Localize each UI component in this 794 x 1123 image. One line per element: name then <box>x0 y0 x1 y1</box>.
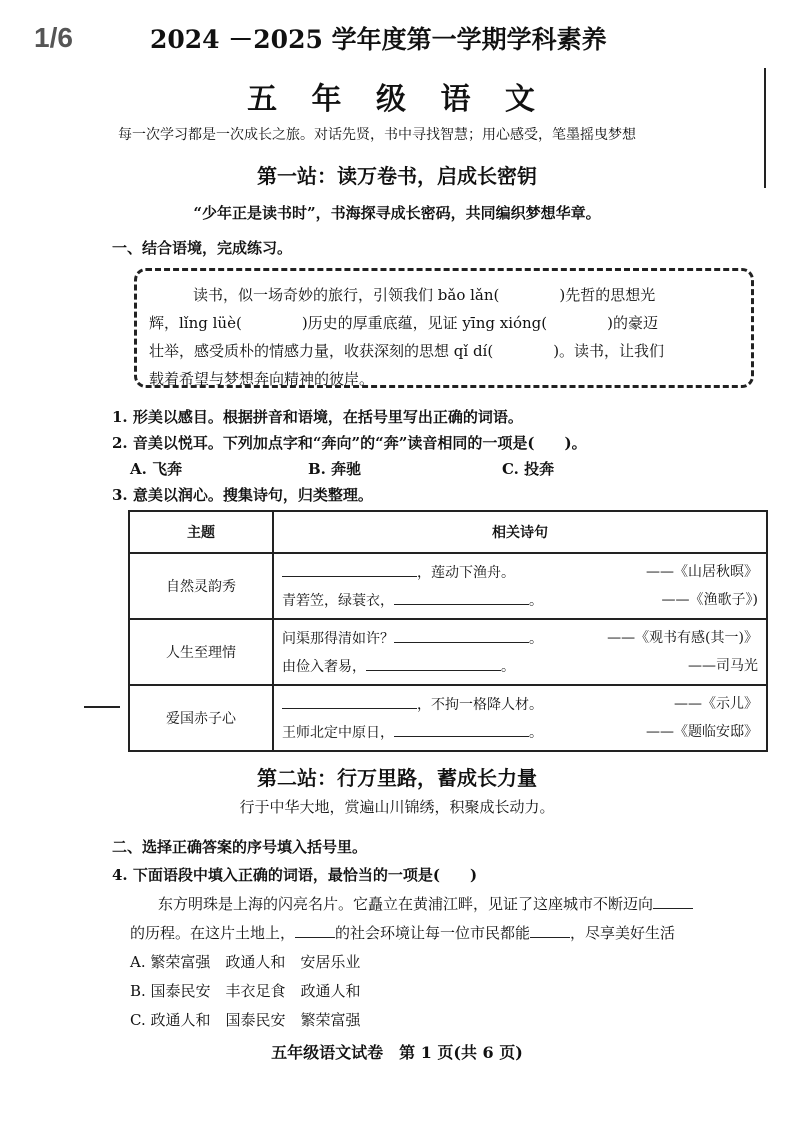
poem-source: ——《渔歌子》) <box>661 592 758 608</box>
header-poems: 相关诗句 <box>273 511 767 553</box>
passage-line: 载着希望与梦想奔向精神的彼岸。 <box>149 370 375 388</box>
exam-subject: 五 年 级 语 文 <box>247 82 547 117</box>
poem-line: 由俭入奢易， 。 ——司马光 <box>282 652 758 680</box>
table-header-row <box>129 511 767 553</box>
exam-title: 2024 －2025 学年度第一学期学科素养 <box>150 25 607 54</box>
poem-cell <box>273 619 767 685</box>
poem-cell <box>273 685 767 751</box>
table-row <box>129 685 767 751</box>
passage-line: 读书，似一场奇妙的旅行，引领我们 bǎo lǎn( )先哲的思想光 <box>193 286 656 304</box>
poem-line: 王师北定中原日， 。 ——《题临安邸》 <box>282 718 758 746</box>
poem-line: ，莲动下渔舟。 ——《山居秋暝》 <box>282 558 758 586</box>
q2-option-c[interactable]: C. 投奔 <box>502 460 555 478</box>
poem-line: ，不拘一格降人材。 ——《示儿》 <box>282 690 758 718</box>
passage-line: 辉，lǐng lüè( )历史的厚重底蕴，见证 yīng xióng( )的豪迈 <box>149 314 658 332</box>
theme-cell: 自然灵韵秀 <box>129 553 273 619</box>
question-1: 1. 形美以感目。根据拼音和语境，在括号里写出正确的词语。 <box>112 408 523 426</box>
poem-source: ——《示儿》 <box>674 696 758 712</box>
answer-blank[interactable] <box>530 919 570 938</box>
question-4: 4. 下面语段中填入正确的词语，最恰当的一项是( ) <box>112 866 478 884</box>
section2-heading: 二、选择正确答案的序号填入括号里。 <box>112 838 368 856</box>
poem-source: ——司马光 <box>688 658 758 674</box>
q4-passage-line1: 东方明珠是上海的闪亮名片。它矗立在黄浦江畔，见证了这座城市不断迈向 <box>158 895 654 913</box>
answer-blank[interactable] <box>282 558 417 577</box>
answer-blank[interactable] <box>653 890 693 909</box>
station1-subtitle: “少年正是读书时”，书海探寻成长密码，共同编织梦想华章。 <box>193 204 601 222</box>
q4-option-b[interactable]: B. 国泰民安 丰衣足食 政通人和 <box>130 982 361 1000</box>
station2-title: 第二站：行万里路，蓄成长力量 <box>257 766 537 790</box>
question-3: 3. 意美以润心。搜集诗句，归类整理。 <box>112 486 373 504</box>
poem-source: ——《题临安邸》 <box>646 724 758 740</box>
answer-blank[interactable] <box>394 718 529 737</box>
station1-title: 第一站：读万卷书，启成长密钥 <box>257 164 537 188</box>
q2-option-a[interactable]: A. 飞奔 <box>130 460 183 478</box>
q4-option-c[interactable]: C. 政通人和 国泰民安 繁荣富强 <box>130 1011 361 1029</box>
poem-source: ——《山居秋暝》 <box>646 564 758 580</box>
table-row <box>129 619 767 685</box>
section1-heading: 一、结合语境，完成练习。 <box>112 239 293 257</box>
theme-cell: 人生至理情 <box>129 619 273 685</box>
poem-table <box>128 510 768 752</box>
margin-mark <box>84 706 120 708</box>
question-2: 2. 音美以悦耳。下列加点字和“奔向”的“奔”读音相同的一项是( )。 <box>112 434 587 452</box>
theme-cell: 爱国赤子心 <box>129 685 273 751</box>
answer-blank[interactable] <box>282 690 417 709</box>
header-theme: 主题 <box>129 511 273 553</box>
q4-passage: 东方明珠是上海的闪亮名片。它矗立在黄浦江畔，见证了这座城市不断迈向 的历程。在这片土地上， 的社会环境让每一位市民都能 ，尽享美好生活 A. 繁荣富强 政通人和 安居乐业 B. 国泰民安 丰衣足食 政通人和 C. 政通人和 国泰民安 繁荣富强 <box>130 890 770 1035</box>
answer-blank[interactable] <box>366 652 501 671</box>
q4-option-a[interactable]: A. 繁荣富强 政通人和 安居乐业 <box>130 953 361 971</box>
reading-passage-box <box>134 268 754 388</box>
poem-source: ——《观书有感(其一)》 <box>607 630 758 646</box>
answer-blank[interactable] <box>394 624 529 643</box>
poem-cell <box>273 553 767 619</box>
page-indicator: 1/6 <box>34 22 73 53</box>
intro-text: 每一次学习都是一次成长之旅。对话先贤，书中寻找智慧；用心感受，笔墨摇曳梦想 <box>118 127 636 143</box>
q2-option-b[interactable]: B. 奔驰 <box>308 460 362 478</box>
passage-line: 壮举，感受质朴的情感力量，收获深刻的思想 qǐ dí( )。读书，让我们 <box>149 342 665 360</box>
station2-subtitle: 行于中华大地，赏遍山川锦绣，积聚成长动力。 <box>239 798 555 816</box>
page-footer: 五年级语文试卷 第 1 页(共 6 页) <box>271 1043 523 1062</box>
answer-blank[interactable] <box>394 586 529 605</box>
poem-line: 问渠那得清如许？ 。 ——《观书有感(其一)》 <box>282 624 758 652</box>
poem-line: 青箬笠，绿蓑衣， 。 ——《渔歌子》) <box>282 586 758 614</box>
table-row <box>129 553 767 619</box>
answer-blank[interactable] <box>295 919 335 938</box>
